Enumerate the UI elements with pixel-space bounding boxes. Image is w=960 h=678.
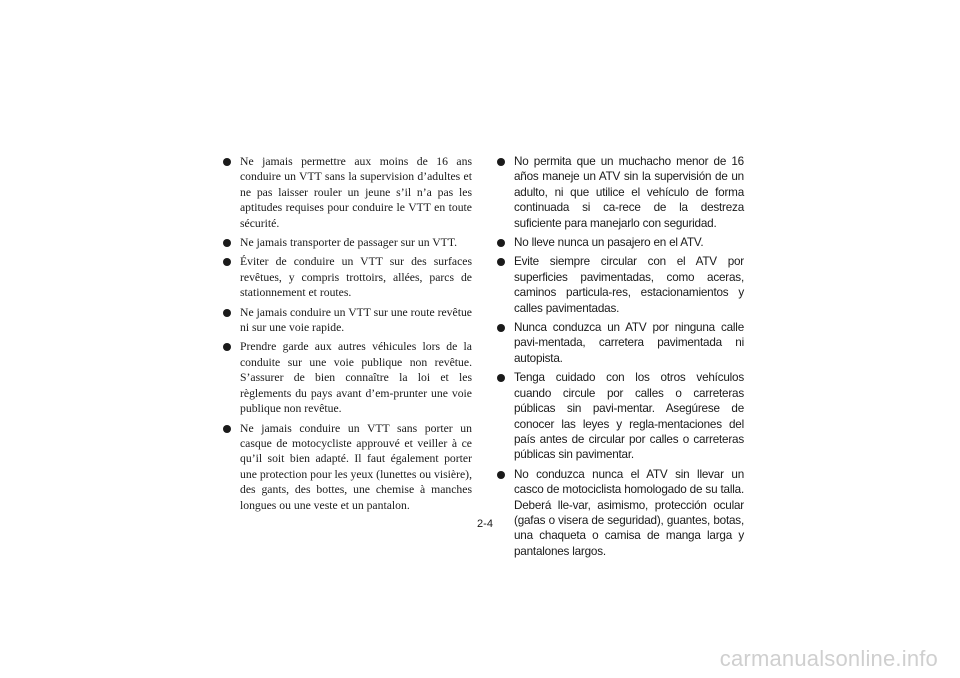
list-item-text: Ne jamais transporter de passager sur un VTT.: [240, 236, 458, 250]
list-item: [496, 254, 744, 316]
page-number: 2-4: [477, 518, 493, 530]
bullet-icon: [223, 309, 231, 317]
list-item-text: Prendre garde aux autres véhicules lors de la conduite sur une voie publique non revêtue. S’assurer de bien connaître la loi et les règlements du pays avant d’em-prunter une voie publique non revêtue.: [240, 340, 472, 416]
list-item: [222, 305, 472, 336]
bullet-icon: [223, 239, 231, 247]
bullet-icon: [497, 324, 505, 332]
watermark: carmanualsonline.info: [719, 646, 938, 671]
list-item: [496, 154, 744, 231]
list-item: [222, 254, 472, 300]
bullet-icon: [223, 425, 231, 433]
list-item-text: No lleve nunca un pasajero en el ATV.: [514, 236, 704, 250]
list-item: [496, 235, 744, 250]
bullet-icon: [497, 158, 505, 166]
list-item: [222, 339, 472, 416]
list-item-text: Tenga cuidado con los otros vehículos cuando circule por calles o carreteras públicas sin pavi-mentar. Asegúrese de conocer las leyes y regla-mentaciones del país antes de circular por calles o carreteras públicas sin pavimentar.: [514, 371, 744, 462]
list-item-text: No conduzca nunca el ATV sin llevar un casco de motociclista homologado de su talla. Deberá lle-var, asimismo, protección ocular (gafas o visera de seguridad), guantes, botas, una chaqueta o camisa de manga larga y pantalones largos.: [514, 467, 744, 558]
list-item-text: No permita que un muchacho menor de 16 años maneje un ATV sin la supervisión de un adulto, ni que utilice el vehículo de forma continuada si ca-rece de la destreza suficiente para manejarlo con seguridad.: [514, 155, 744, 230]
list-item: [222, 235, 472, 250]
list-item: [222, 421, 472, 513]
list-item-text: Éviter de conduire un VTT sur des surfaces revêtues, y compris trottoirs, allées, parcs de stationnement et routes.: [240, 255, 472, 300]
french-column: [222, 154, 472, 517]
list-item: [222, 154, 472, 231]
bullet-icon: [223, 343, 231, 351]
list-item-text: Ne jamais permettre aux moins de 16 ans conduire un VTT sans la supervision d’adultes et ne pas laisser rouler un jeune s’il n’a pas les aptitudes requises pour conduire le VTT en toute sécurité.: [240, 155, 472, 230]
list-item: [496, 467, 744, 559]
bullet-icon: [497, 258, 505, 266]
list-item-text: Evite siempre circular con el ATV por superficies pavimentadas, como aceras, caminos particula-res, estacionamientos y calles pavimentadas.: [514, 255, 744, 315]
bullet-icon: [223, 158, 231, 166]
list-item-text: Ne jamais conduire un VTT sans porter un casque de motocycliste approuvé et veiller à ce qu’il soit bien adapté. Il faut également porter une protection pour les yeux (lunettes ou visière), des gants, des bottes, une chemise à manches longues ou une veste et un pantalon.: [240, 421, 472, 512]
bullet-icon: [223, 258, 231, 266]
bullet-icon: [497, 374, 505, 382]
list-item: [496, 320, 744, 366]
spanish-column: [496, 154, 744, 563]
bullet-icon: [497, 471, 505, 479]
list-item-text: Nunca conduzca un ATV por ninguna calle pavi-mentada, carretera pavimentada ni autopista.: [514, 321, 744, 365]
list-item: [496, 370, 744, 462]
bullet-icon: [497, 239, 505, 247]
list-item-text: Ne jamais conduire un VTT sur une route revêtue ni sur une voie rapide.: [240, 305, 472, 335]
